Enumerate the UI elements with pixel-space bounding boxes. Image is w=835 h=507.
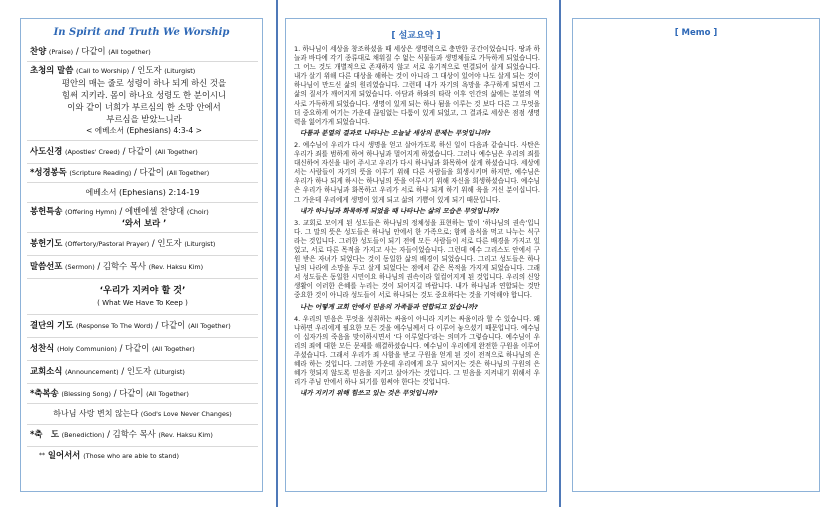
sermon-summary-body [294,45,540,401]
item-leader: / 다같이 [119,146,155,156]
call-verse-reference: < 에베소서 (Ephesians) 4:3-4 > [85,126,203,135]
item-leader-en: (All Together) [146,390,189,398]
blessing-song-title [27,404,258,425]
standing-note-mark: ** [39,452,45,459]
item-leader: / 인도자 [149,238,185,248]
item-leader-en: (Choir) [186,208,209,216]
item-label-en: (Scripture Reading) [69,169,132,177]
item-leader: / 다같이 [116,343,152,353]
sermon-title-ko: ‘우리가 지켜야 할 것’ [99,286,186,296]
item-label: 결단의 기도 [30,320,74,330]
item-leader: / 인도자 [118,366,154,376]
item-label-en: (Blessing Song) [61,390,112,398]
reflection-question: 다툼과 분열의 결과로 나타나는 오늘날 세상의 문제는 무엇입니까? [300,128,491,137]
item-label-en: (Announcement) [65,368,119,376]
worship-item-call [27,62,258,141]
item-leader-en: (Liturgist) [153,368,185,376]
worship-item-creed [27,141,258,164]
item-label-en: (Praise) [48,48,74,56]
item-label-en: (Response To The Word) [76,322,153,330]
reflection-question: 내가 지키기 위해 힘쓰고 있는 것은 무엇입니까? [300,389,438,398]
item-label-en: (Apostles' Creed) [65,148,120,156]
item-leader: / 인도자 [129,65,165,75]
item-leader: / 김학수 목사 [104,429,159,439]
item-label-en: (Offering Hymn) [65,208,117,216]
item-label-en: (Sermon) [65,263,95,271]
item-label-en: (Call to Worship) [76,67,130,75]
standing-note-ko: 일어서서 [45,450,84,460]
reflection-question: 나는 어떻게 교회 안에서 믿음의 가족들과 연합되고 있습니까? [300,302,478,311]
item-label: 찬양 [30,46,47,56]
item-leader-en: (Liturgist) [184,240,216,248]
item-leader: / 에벤에셀 찬양대 [116,206,187,216]
blessing-song-en: (God's Love Never Changes) [140,410,232,418]
blessing-song-ko: 하나님 사랑 변치 않는다 [53,409,141,418]
item-leader: / 다같이 [73,46,109,56]
worship-item-praise [27,43,258,62]
call-verse-line: 힘써 지키라. 몸이 하나요 성령도 한 분이시니 [61,90,227,100]
worship-item-response [27,315,258,338]
item-leader-en: (All together) [108,48,151,56]
worship-order-list [27,43,258,465]
worship-item-announcement [27,361,258,384]
item-leader: / 다같이 [131,167,167,177]
item-label: *축 도 [30,429,59,439]
item-leader: / 다같이 [152,320,188,330]
sermon-paragraph: 1. 하나님이 세상을 창조하셨을 때 세상은 생명력으로 충만한 공간이었습니다. 땅과 하늘과 바다에 각기 종류대로 채워질 수 없는 식물들과 생명체들로 가득하게 되었습니다. 그 어느 것도 개별적으로 존재하지 않고 서로 유기적으로 연결되어 살게 되었습니다. 내가 살기 위해 다른 대상을 해하는 것이 아니라 그 대상이 있어야 나도 살게 되는 것이 하나님이 만드신 삶의 원리였습니다. 그런데 내가 자기의 욕망을 추구하게 되면서 그 삶의 질서가 깨어지게 되었습니다. 아담과 하와의 타락 이후 인간의 삶에는 분열의 역사로 가득하게 되었습니다. 생명이 있게 되는 하나 됨을 이루는 것 보다 다른 그 무엇을 더 중요하게 여기는 가운데 끊임없는 다툼이 있게 되었고, 그 결과로 세상은 점점 생명력을 잃어가게 되었습니다. [294,45,540,126]
worship-title: In Spirit and Truth We Worship [53,27,230,38]
item-leader-en: (All Together) [187,322,231,330]
item-label-en: (Offertory/Pastoral Prayer) [65,240,150,248]
item-leader-en: (Liturgist) [164,67,196,75]
call-verse-line: 평안의 매는 줄로 성령이 하나 되게 하신 것을 [61,78,227,88]
item-leader: / 다같이 [111,388,147,398]
worship-item-offering-hymn [27,203,258,233]
standing-note-en: (Those who are able to stand) [83,452,179,460]
column-divider-left [276,0,278,507]
reflection-question: 내가 하나님과 화목하게 되었을 때 나타나는 삶의 모습은 무엇입니까? [300,206,500,215]
item-leader-en: (All Together) [152,345,195,353]
worship-order-panel [20,18,263,492]
item-label: *축복송 [30,388,59,398]
item-label: 봉헌기도 [30,238,63,248]
memo-title: [ Memo ] [674,28,718,38]
item-label: 초청의 말씀 [30,65,74,75]
item-leader-en: (Rev. Haksu Kim) [158,431,213,439]
sermon-paragraph: 3. 교회로 모이게 된 성도들은 하나님의 정체성을 표현하는 말이 ‘하나님의 권속’입니다. 그 말의 뜻은 성도들은 하나님 안에서 한 가족으로; 함께 음식을 먹고 나누는 식구라는 것입니다. 그러한 성도들이 되기 전에 모든 사람들이 서로 다른 배경을 가지고 있었고, 서로 다른 목적을 가지고 사는 자들이었습니다. 그런데 예수 그리스도 안에서 구원 받은 자녀가 되었다는 것이 동일한 삶의 배경이 되었습니다. 그리고 성도들은 하나님의 나라에 소망을 두고 살게 되었다는 점에서 같은 목적을 가지게 되었습니다. 그래서 성도들은 동일한 시민이요 하나님의 권속이라 일컬어지게 된 것입니다. 우리의 신앙생활이 이러한 은혜를 누리는 것이 되어지길 바랍니다. 내가 하나님과 연합되는 것만 중요한 것이 아니라 성도들이 서로 하나되는 것도 중요하다는 것을 기억해야 합니다. [294,218,540,300]
call-verse-line: 부르심을 받았느니라 [106,114,182,124]
item-leader: / 김학수 목사 [94,261,149,271]
item-leader-en: (Rev. Haksu Kim) [148,263,204,271]
item-label: 봉헌특송 [30,206,63,216]
item-leader-en: (All Together) [166,169,210,177]
worship-item-blessing-song [27,384,258,404]
sermon-paragraph: 2. 예수님이 우리가 다시 생명을 얻고 살아가도록 하신 일이 다음과 같습니다. 사탄은 우리가 죄를 범하게 하여 하나님과 멀어지게 하였습니다. 그러나 예수님은 우리의 죄를 대신하여 자신을 내어 주시고 우리가 다시 하나님과 화목하여 살게 하셨습니다. 세상에서는 사람들이 자기의 뜻을 이루기 위해 다른 사람들을 희생시키며 하지만, 예수님은 우리가 하나 되게 하시는 하나님의 뜻을 이루시기 위해 자신을 희생하셨습니다. 예수님은 우리가 하나님과 화목하고 우리가 서로 하나 되게 하기 위해 육을 거신 분이십니다. 그 가운데 우리에게 생명이 있게 되고 삶의 기쁨이 있게 되기 때문입니다. [294,140,540,204]
item-label: 말씀선포 [30,261,63,271]
item-leader-en: (All Together) [155,148,198,156]
sermon-summary-title: [ 설교요약 ] [391,31,441,41]
item-label: 사도신경 [30,146,63,156]
item-label-en: (Benediction) [61,431,105,439]
sermon-paragraph: 4. 우리의 믿음은 무엇을 성취하는 싸움이 아니라 지키는 싸움이라 할 수 있습니다. 왜냐하면 우리에게 필요한 모든 것을 예수님께서 다 이루어 놓으셨기 때문입니다. 예수님이 십자가의 죽음을 맞이하시면서 ‘다 이루었다’라는 의미가 그렇습니다. 예수님이 우리의 죄에 대한 모든 문제를 해결하셨습니다. 예수님이 우리에게 완전한 구원을 이루어 주셨습니다. 그래서 우리가 죄 사함을 받고 구원을 얻게 된 것이 전적으로 하나님의 은혜라 하는 것입니다. 그러한 가운데 우리에게 요구 되어지는 것은 하나님의 구원의 은혜가 헛되지 않도록 믿음을 지키고 살아가는 것입니다. 그 믿음을 지켜내기 위해서 우리가 주님 안에서 하나 되기를 힘써야 한다는 것입니다. [294,314,540,387]
call-verse-line: 이와 같이 너희가 부르심의 한 소망 안에서 [67,102,221,112]
item-label: 교회소식 [30,366,63,376]
sermon-summary-panel [285,18,547,492]
worship-item-communion [27,338,258,361]
sermon-title-en: ( What We Have To Keep ) [97,299,188,307]
item-label: 성찬식 [30,343,55,353]
worship-item-scripture [27,164,258,183]
item-label-en: (Holy Communion) [56,345,117,353]
worship-item-sermon [27,256,258,279]
column-divider-right [559,0,561,507]
item-label: *성경봉독 [30,167,67,177]
standing-note [27,447,258,465]
sermon-title-block [27,279,258,315]
worship-item-benediction [27,425,258,447]
offering-song-title: ‘와서 보라 ’ [121,218,167,228]
scripture-reference: 에베소서 (Ephesians) 2:14-19 [27,183,258,203]
memo-panel [572,18,820,492]
worship-item-offertory-prayer [27,233,258,256]
